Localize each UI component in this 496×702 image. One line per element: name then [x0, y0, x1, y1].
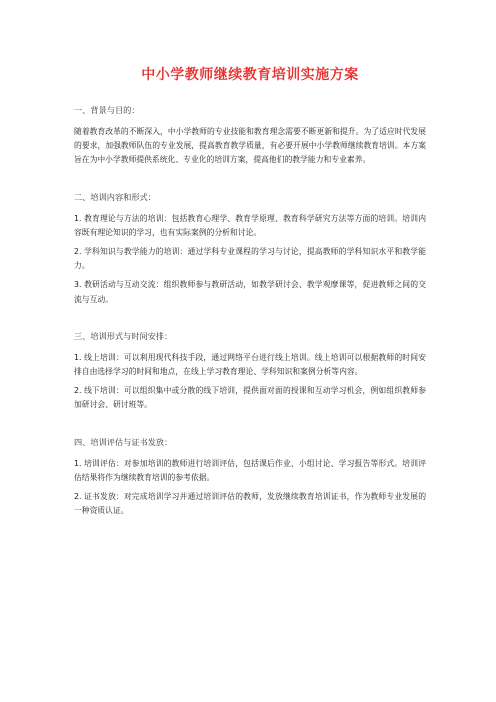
paragraph: 2. 学科知识与教学能力的培训：通过学科专业课程的学习与讨论，提高教师的学科知识水平和教学能力。	[74, 247, 426, 271]
paragraph: 1. 培训评估：对参加培训的教师进行培训评估，包括课后作业、小组讨论、学习报告等形式。培训评估结果将作为继续教育培训的参考依据。	[74, 458, 426, 482]
paragraph: 2. 证书发放：对完成培训学习并通过培训评估的教师，发放继续教育培训证书，作为教师专业发展的一种资质认证。	[74, 492, 426, 516]
section-background	[74, 104, 426, 168]
document-title: 中小学教师继续教育培训实施方案	[141, 67, 359, 83]
section-spacer	[74, 418, 426, 436]
section-heading: 三、培训形式与时间安排：	[74, 330, 173, 341]
section-heading: 四、培训评估与证书发放：	[74, 436, 173, 447]
section-spacer	[74, 312, 426, 330]
section-spacer	[74, 173, 426, 191]
section-heading: 一、背景与目的：	[74, 105, 140, 115]
paragraph: 1. 线上培训：可以利用现代科技手段，通过网络平台进行线上培训。线上培训可以根据教师的时间安排自由选择学习的时间和地点，在线上学习教育理论、学科知识和案例分析等内容。	[74, 352, 426, 377]
section-training-content	[74, 191, 426, 307]
paragraph: 随着教育改革的不断深入，中小学教师的专业技能和教育理念需要不断更新和提升。为了适应时代发展的要求，加强教师队伍的专业发展，提高教育教学质量，有必要开展中小学教师继续教育培训。本方案旨在为中小学教师提供系统化、专业化的培训方案，提高他们的教学能力和专业素养。	[74, 127, 426, 165]
section-heading: 二、培训内容和形式：	[74, 191, 156, 202]
section-evaluation-certificate	[74, 436, 426, 519]
paragraph: 1. 教育理论与方法的培训：包括教育心理学、教育学原理、教育科学研究方法等方面的培训。培训内容既有理论知识的学习，也有实际案例的分析和讨论。	[74, 213, 426, 237]
paragraph: 2. 线下培训：可以组织集中或分散的线下培训，提供面对面的授课和互动学习机会，例如组织教师参加研讨会、研讨班等。	[74, 386, 426, 410]
paragraph: 3. 教研活动与互动交流：组织教师参与教研活动，如教学研讨会、教学观摩课等，促进教师之间的交流与互动。	[74, 280, 426, 304]
section-training-schedule	[74, 330, 426, 413]
